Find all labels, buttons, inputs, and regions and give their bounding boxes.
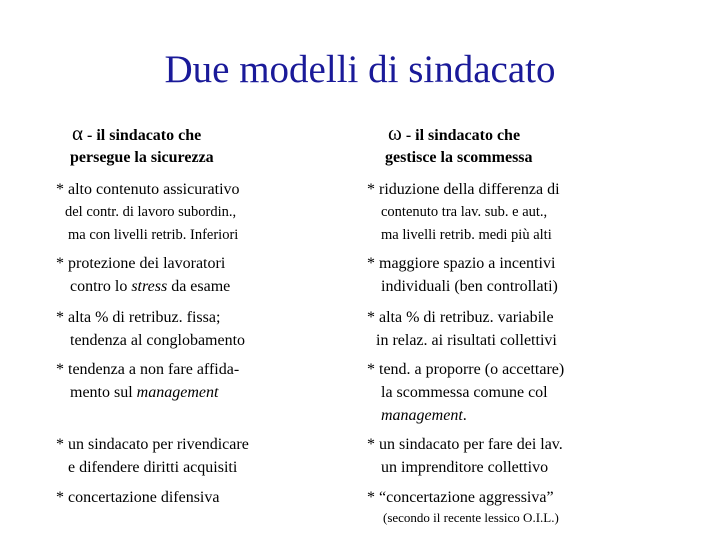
left-item-1: * alto contenuto assicurativo del contr. di lavoro subordin., ma con livelli retrib. Inferiori	[56, 181, 240, 243]
omega-symbol: ω	[388, 121, 402, 145]
left-header-line-1	[72, 122, 201, 147]
right-header-line-2: gestisce la scommessa	[385, 149, 533, 166]
right-item-2: * maggiore spazio a incentivi individuali (ben controllati)	[367, 255, 558, 295]
page-title: Due modelli di sindacato	[164, 48, 556, 91]
right-item-1: * riduzione della differenza di contenuto tra lav. sub. e aut., ma livelli retrib. medi più alti	[367, 181, 560, 243]
alpha-symbol: α	[72, 121, 84, 145]
right-item-6: * “concertazione aggressiva”	[367, 489, 554, 506]
left-header-line-2: persegue la sicurezza	[70, 149, 214, 166]
right-header-line-1	[388, 122, 520, 147]
right-item-5: * un sindacato per fare dei lav. un imprenditore collettivo	[367, 436, 563, 476]
right-header-text-1: - il sindacato che	[405, 127, 521, 144]
right-item-4: * tend. a proporre (o accettare) la scommessa comune col management.	[367, 361, 565, 424]
left-header-text-1: - il sindacato che	[87, 127, 202, 144]
right-item-3: * alta % di retribuz. variabile in relaz. ai risultati collettivi	[367, 309, 557, 349]
right-item-6-note: (secondo il recente lessico O.I.L.)	[383, 510, 559, 525]
left-item-4: * tendenza a non fare affida- mento sul management	[56, 361, 240, 401]
left-item-5: * un sindacato per rivendicare e difendere diritti acquisiti	[56, 436, 249, 476]
left-item-2: * protezione dei lavoratori contro lo stress da esame	[56, 255, 231, 295]
left-item-6: * concertazione difensiva	[56, 489, 220, 506]
left-item-3: * alta % di retribuz. fissa; tendenza al conglobamento	[56, 309, 246, 349]
